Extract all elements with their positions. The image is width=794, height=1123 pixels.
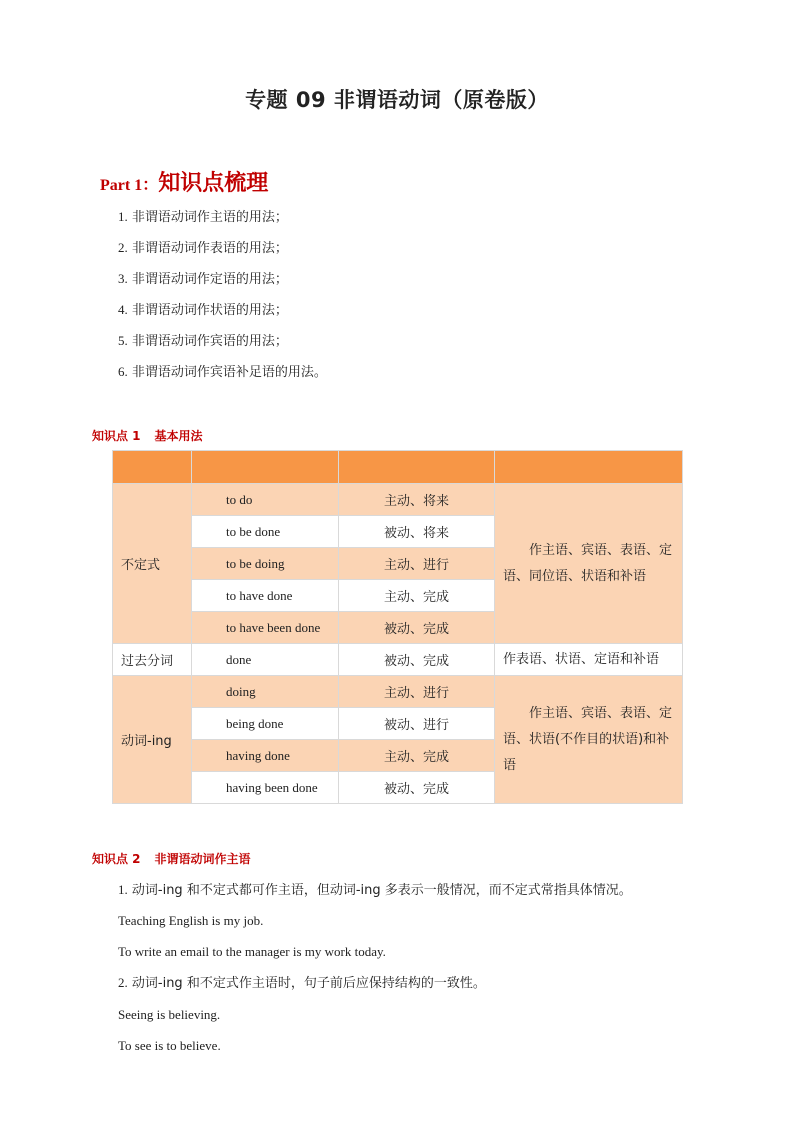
table-header-cell xyxy=(113,451,192,484)
function-cell: 作表语、状语、定语和补语 xyxy=(495,644,683,676)
meaning-cell: 被动、完成 xyxy=(339,612,495,644)
table-header-cell xyxy=(339,451,495,484)
table-header-row xyxy=(113,451,683,484)
category-cell: 不定式 xyxy=(113,484,192,644)
list-item: 3. 非谓语动词作定语的用法； xyxy=(118,271,288,287)
meaning-cell: 被动、完成 xyxy=(339,772,495,804)
table-header-cell xyxy=(192,451,339,484)
page-title: 专题 09 非谓语动词（原卷版） xyxy=(245,88,549,112)
meaning-cell: 主动、进行 xyxy=(339,676,495,708)
knowledge-point-1-heading: 知识点 1 基本用法 xyxy=(92,429,203,443)
form-cell: having been done xyxy=(192,772,339,804)
category-cell: 动词-ing xyxy=(113,676,192,804)
meaning-cell: 主动、完成 xyxy=(339,740,495,772)
category-cell: 过去分词 xyxy=(113,644,192,676)
meaning-cell: 主动、将来 xyxy=(339,484,495,516)
paragraph-1: 1. 动词-ing 和不定式都可作主语，但动词-ing 多表示一般情况，而不定式常指具体情况。 xyxy=(118,882,632,898)
meaning-cell: 主动、进行 xyxy=(339,548,495,580)
meaning-cell: 被动、完成 xyxy=(339,644,495,676)
usage-table xyxy=(112,450,683,804)
form-cell: done xyxy=(192,644,339,676)
list-item: 6. 非谓语动词作宾语补足语的用法。 xyxy=(118,364,327,380)
part-heading-lead: Part 1： xyxy=(100,177,159,194)
form-cell: being done xyxy=(192,708,339,740)
knowledge-point-2-heading: 知识点 2 非谓语动词作主语 xyxy=(92,852,251,866)
meaning-cell: 被动、将来 xyxy=(339,516,495,548)
example-sentence: Teaching English is my job. xyxy=(118,913,264,928)
part-heading xyxy=(100,166,268,197)
example-sentence: Seeing is believing. xyxy=(118,1007,221,1022)
form-cell: doing xyxy=(192,676,339,708)
meaning-cell: 主动、完成 xyxy=(339,580,495,612)
table-row xyxy=(113,676,683,708)
form-cell: to be doing xyxy=(192,548,339,580)
part-heading-text: 知识点梳理 xyxy=(158,171,269,196)
form-cell: having done xyxy=(192,740,339,772)
form-cell: to be done xyxy=(192,516,339,548)
form-cell: to have been done xyxy=(192,612,339,644)
form-cell: to have done xyxy=(192,580,339,612)
table-row xyxy=(113,484,683,516)
list-item: 2. 非谓语动词作表语的用法； xyxy=(118,240,288,256)
meaning-cell: 被动、进行 xyxy=(339,708,495,740)
function-cell: 作主语、宾语、表语、定语、状语(不作目的状语)和补语 xyxy=(495,676,683,804)
table-header-cell xyxy=(495,451,683,484)
topic-list xyxy=(118,207,327,393)
table-row xyxy=(113,644,683,676)
form-cell: to do xyxy=(192,484,339,516)
list-item: 1. 非谓语动词作主语的用法； xyxy=(118,209,288,225)
example-sentence: To write an email to the manager is my work today. xyxy=(118,944,386,959)
list-item: 5. 非谓语动词作宾语的用法； xyxy=(118,333,288,349)
example-sentence: To see is to believe. xyxy=(118,1038,221,1053)
list-item: 4. 非谓语动词作状语的用法； xyxy=(118,302,288,318)
paragraph-2: 2. 动词-ing 和不定式作主语时，句子前后应保持结构的一致性。 xyxy=(118,975,486,991)
function-cell: 作主语、宾语、表语、定语、同位语、状语和补语 xyxy=(495,484,683,644)
